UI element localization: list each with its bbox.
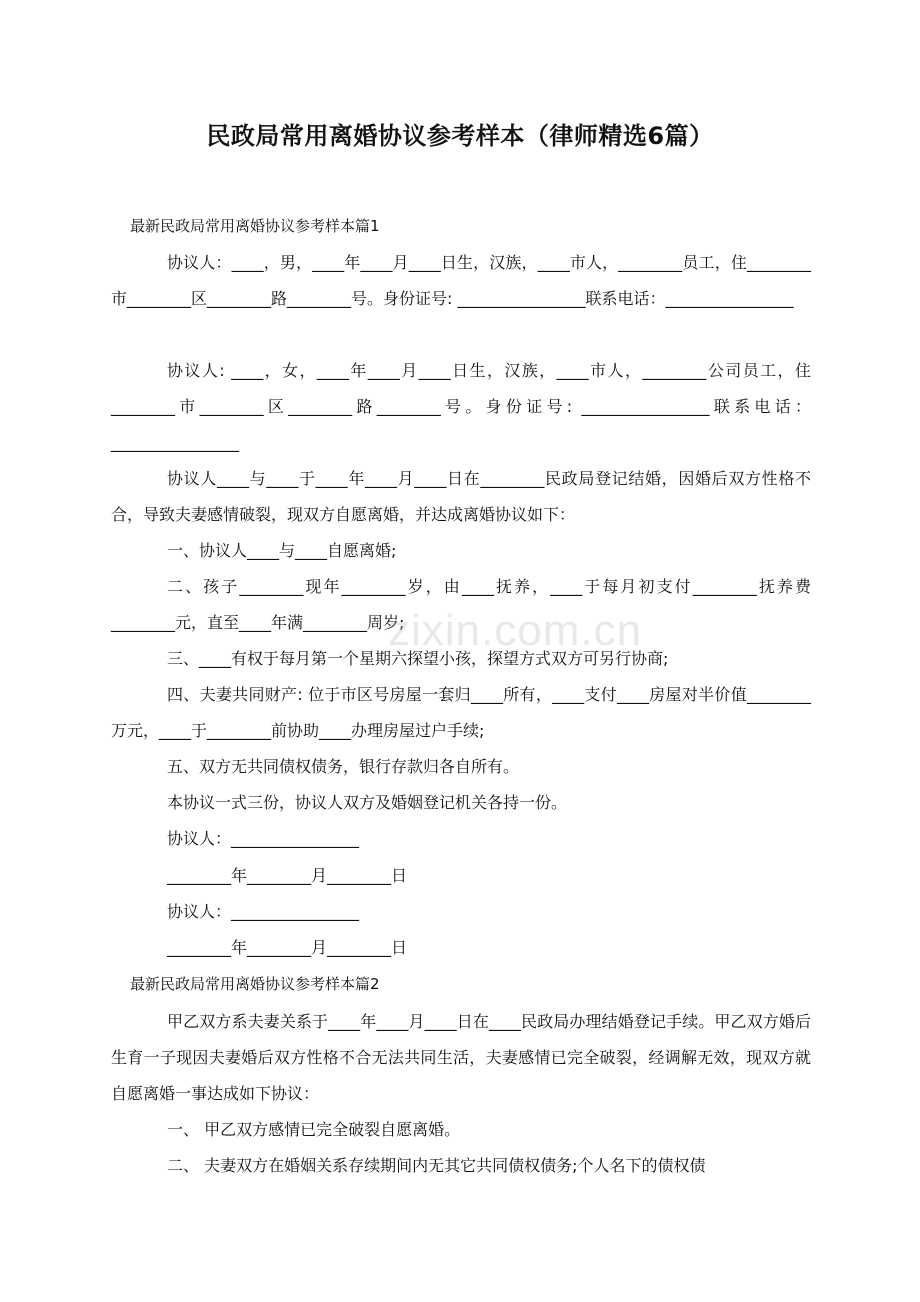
clause-2: 二、孩子________现年________岁，由____抚养，____于每月初支付________抚养费________元，直至____年满________周岁;	[111, 577, 811, 633]
copies-statement: 本协议一式三份，协议人双方及婚姻登记机关各持一份。	[167, 793, 568, 812]
clause-2-2: 二、 夫妻双方在婚姻关系存续期间内无其它共同债权债务;个人名下的债权债	[167, 1156, 706, 1175]
signature-line-2: 协议人：________________	[167, 902, 360, 921]
clause-1: 一、协议人____与____自愿离婚;	[167, 541, 397, 560]
paragraph-marriage-registration: 甲乙双方系夫妻关系于____年____月____日在____民政局办理结婚登记手续。甲乙双方婚后生育一子现因夫妻婚后双方性格不合无法共同生活，夫妻感情已完全破裂，经调解无效，现双方就自愿离婚一事达成如下协议：	[111, 1012, 811, 1104]
section-heading-2: 最新民政局常用离婚协议参考样本篇2	[130, 975, 380, 993]
paragraph-party-male: 协议人：____，男，____年____月____日生，汉族，____市人，________员工，住________市________区________路________号。身份证号: ________________联系电话：________________	[111, 253, 811, 309]
clause-5: 五、双方无共同债权债务，银行存款归各自所有。	[167, 757, 520, 776]
section-heading-1: 最新民政局常用离婚协议参考样本篇1	[130, 217, 380, 235]
site-watermark: zixin.com.cn	[388, 606, 643, 655]
signature-line-1: 协议人：________________	[167, 829, 360, 848]
date-line-1: ________年________月________日	[167, 866, 408, 885]
document-title: 民政局常用离婚协议参考样本（律师精选6篇）	[206, 122, 714, 150]
paragraph-marriage-info: 协议人____与____于____年____月____日在________民政局登记结婚，因婚后双方性格不合，导致夫妻感情破裂，现双方自愿离婚，并达成离婚协议如下：	[111, 469, 811, 525]
date-line-2: ________年________月________日	[167, 938, 408, 957]
paragraph-party-female: 协议人: ____，女，____年____月____日生，汉族，____市人，________公司员工，住________市________区________路________号。身份证号: ________________联系电话：________________	[111, 361, 811, 453]
clause-4: 四、夫妻共同财产: 位于市区号房屋一套归____所有，____支付____房屋对半价值________万元，____于________前协助____办理房屋过户手续;	[111, 685, 811, 741]
clause-3: 三、____有权于每月第一个星期六探望小孩，探望方式双方可另行协商;	[167, 649, 669, 668]
clause-2-1: 一、 甲乙双方感情已完全破裂自愿离婚。	[167, 1120, 461, 1139]
